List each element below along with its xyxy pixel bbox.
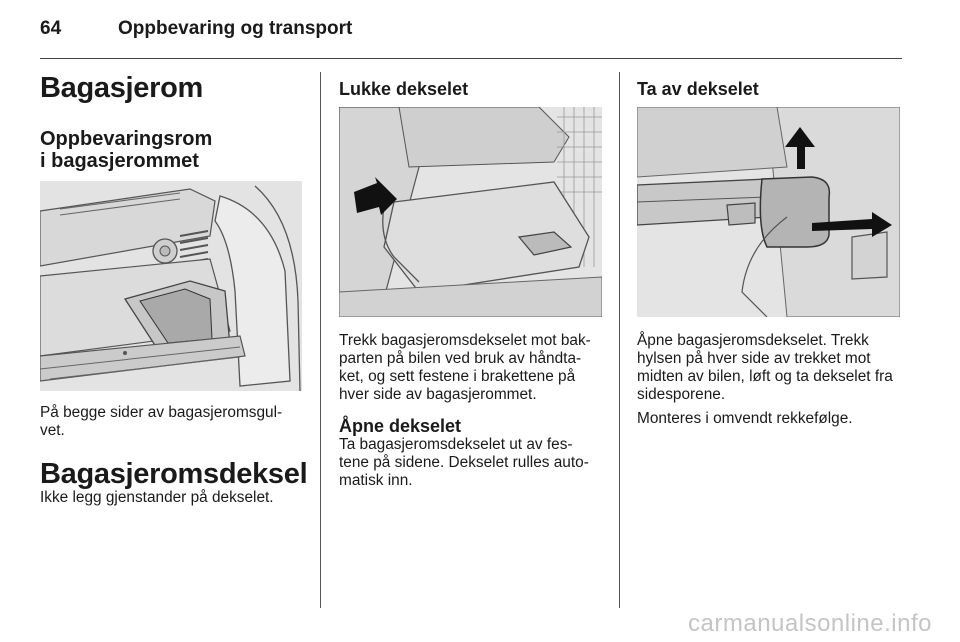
paragraph-close-line-2: parten på bilen ved bruk av håndta- [339, 350, 582, 367]
watermark-text: carmanualsonline.info [688, 610, 932, 637]
paragraph-close-line-1: Trekk bagasjeromsdekselet mot bak- [339, 332, 591, 349]
paragraph-open-line-3: matisk inn. [339, 472, 413, 489]
paragraph-open-line-1: Ta bagasjeromsdekselet ut av fes- [339, 436, 573, 453]
section-heading-bagasjeromsdeksel: Bagasjeromsdeksel [40, 458, 308, 490]
column-divider-2 [619, 72, 620, 608]
paragraph-cover-warning: Ikke legg gjenstander på dekselet. [40, 489, 274, 506]
paragraph-reassemble: Monteres i omvendt rekkefølge. [637, 410, 853, 427]
page-number: 64 [40, 18, 62, 39]
heading-open-cover: Åpne dekselet [339, 416, 462, 436]
heading-remove-cover: Ta av dekselet [637, 79, 759, 99]
paragraph-close-line-3: ket, og sett festene i brakettene på [339, 368, 576, 385]
paragraph-remove-line-2: hylsen på hver side av trekket mot [637, 350, 871, 367]
section-heading-bagasjerom: Bagasjerom [40, 72, 204, 104]
column-divider-1 [320, 72, 321, 608]
paragraph-remove-line-3: midten av bilen, løft og ta dekselet fra [637, 368, 893, 385]
header-rule [40, 58, 902, 59]
paragraph-close-line-4: hver side av bagasjerommet. [339, 386, 537, 403]
paragraph-storage-line-1: På begge sider av bagasjeromsgul- [40, 404, 283, 421]
running-title: Oppbevaring og transport [118, 18, 353, 39]
storage-compartment-illustration [40, 181, 302, 391]
close-cover-illustration [339, 107, 602, 317]
paragraph-storage-line-2: vet. [40, 422, 65, 439]
heading-close-cover: Lukke dekselet [339, 79, 469, 99]
paragraph-remove-line-4: sidesporene. [637, 386, 726, 403]
subheading-line-2: i bagasjerommet [40, 150, 199, 172]
paragraph-remove-line-1: Åpne bagasjeromsdekselet. Trekk [637, 332, 869, 349]
remove-cover-illustration [637, 107, 900, 317]
subheading-line-1: Oppbevaringsrom [40, 128, 213, 150]
paragraph-open-line-2: tene på sidene. Dekselet rulles auto- [339, 454, 589, 471]
